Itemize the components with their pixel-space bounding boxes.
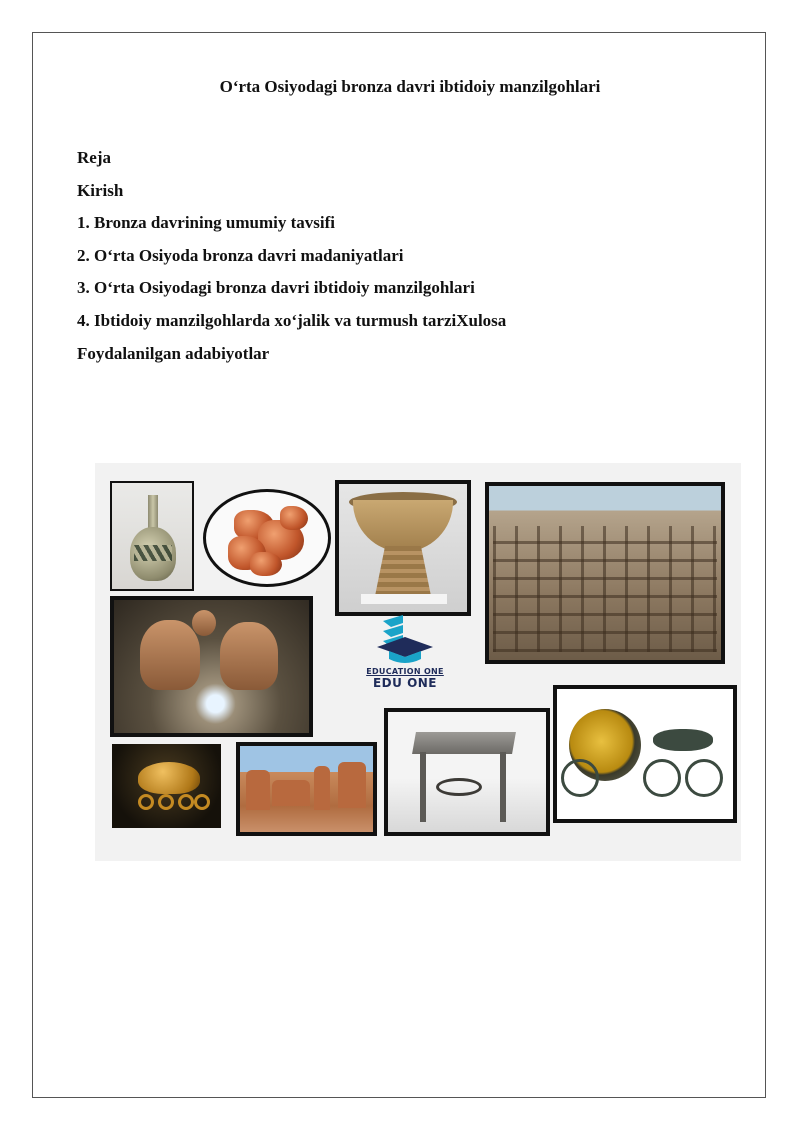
outline-item: 1. Bronza davrining umumiy tavsifi [77,213,336,233]
sun-chariot-icon [553,685,737,823]
outline-list [77,142,506,370]
outline-item: 2. O‘rta Osiyoda bronza davri madaniyatlari [77,245,404,265]
document-title: O‘rta Osiyodagi bronza davri ibtidoiy manzilgohlari [219,77,601,96]
clay-ruins-icon [236,742,377,836]
ox-cart-icon [112,744,221,828]
logo-line1: EDUCATION ONE [366,667,444,676]
logo-line2: EDU ONE [372,676,438,690]
outline-item: Foydalanilgan adabiyotlar [77,343,270,363]
image-collage [95,463,741,861]
outline-item: 3. O‘rta Osiyodagi bronza davri ibtidoiy manzilgohlari [77,278,475,298]
outline-item: 4. Ibtidoiy manzilgohlarda xo‘jalik va turmush tarziXulosa [77,310,507,330]
bronze-bowl-icon [335,480,471,616]
workbench-icon [384,708,550,836]
smiths-icon [110,596,313,737]
logo-icon [345,613,465,713]
copper-nugget-icon [203,489,331,587]
vase-icon [110,481,194,591]
outline-item: Kirish [77,180,124,200]
ruins-icon [485,482,725,664]
outline-item: Reja [77,148,111,167]
